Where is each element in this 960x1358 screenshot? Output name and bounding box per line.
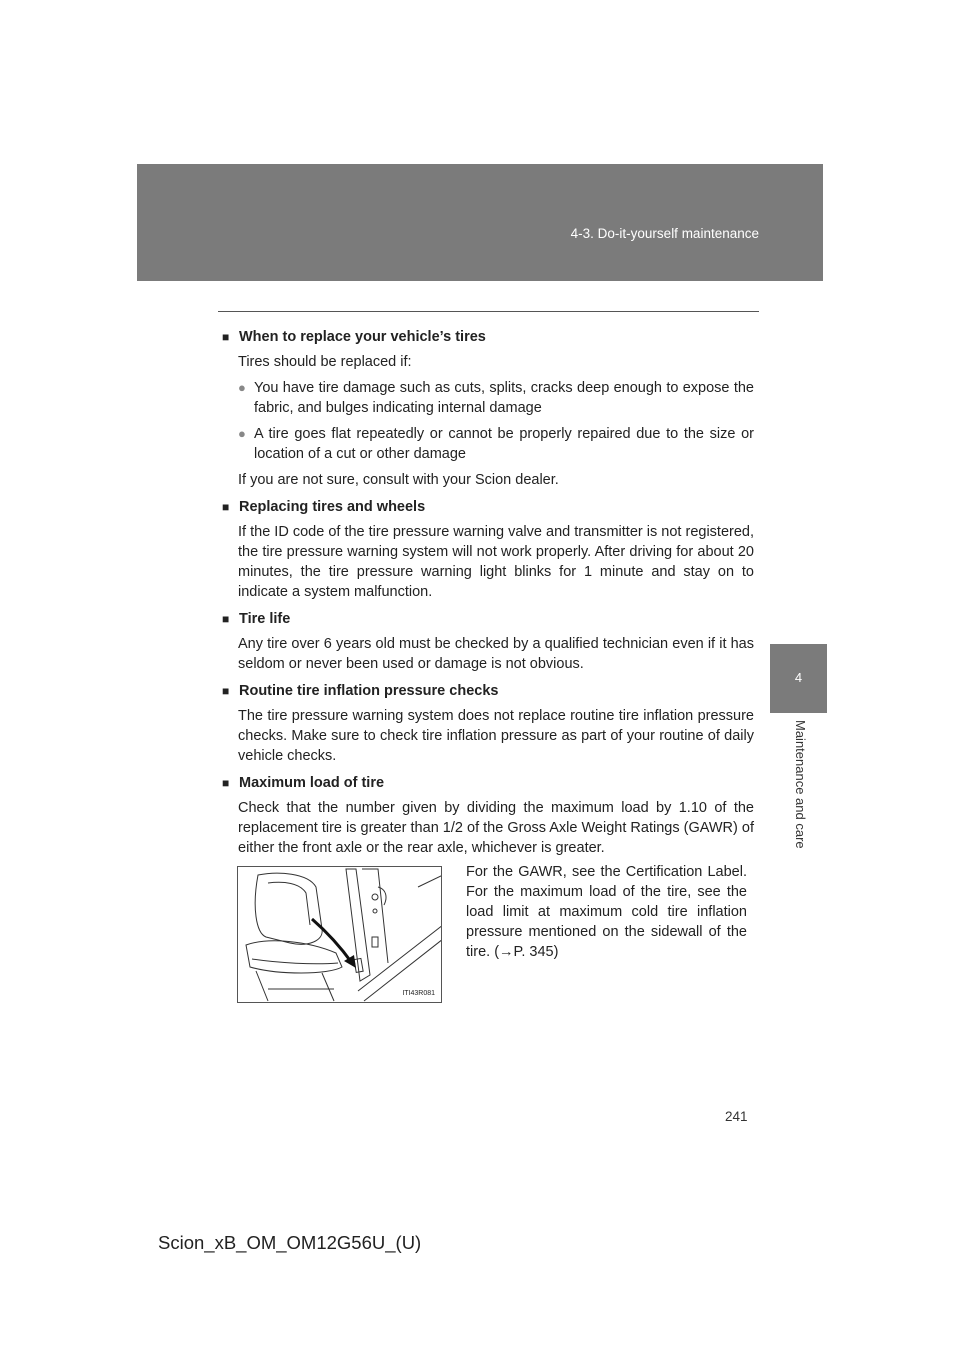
section-intro: Tires should be replaced if: [238, 354, 412, 370]
heading-marker-icon: ■ [222, 776, 230, 790]
section-heading [222, 327, 754, 347]
bullet-icon: ● [238, 426, 246, 441]
section-body: If the ID code of the tire pressure warning valve and transmitter is not registered, the tire pressure warning system will not work properly. After driving for about 20 minutes, the tire pressure warning light blinks for 1 minute and stay on to indicate a system malfunction. [238, 524, 754, 600]
figure-caption: For the GAWR, see the Certification Label. For the maximum load of the tire, see the load limit at maximum cold tire inflation pressure mentioned on the sidewall of the tire. (→P. 345) [466, 864, 747, 960]
chapter-number: 4 [794, 670, 803, 685]
section-body: The tire pressure warning system does not replace routine tire inflation pressure checks. Make sure to check tire inflation pressure as part of your routine of daily vehicle checks. [238, 708, 754, 764]
heading-marker-icon: ■ [222, 500, 230, 514]
section-tire-life [222, 609, 754, 674]
chapter-tab[interactable] [770, 644, 827, 713]
section-heading [222, 681, 754, 701]
heading-marker-icon: ■ [222, 612, 230, 626]
heading-text: Replacing tires and wheels [239, 499, 426, 515]
header-band [137, 164, 823, 281]
section-body: Check that the number given by dividing the maximum load by 1.10 of the replacement tire is greater than 1/2 of the Gross Axle Weight Ratings (GAWR) of either the front axle or the rear axle, whichever is greater. [238, 800, 754, 856]
section-when-to-replace [222, 327, 754, 490]
list-item [238, 378, 754, 418]
section-routine-checks [222, 681, 754, 766]
section-heading [222, 609, 754, 629]
header-rule [218, 311, 759, 312]
section-body: Any tire over 6 years old must be checked by a qualified technician even if it has seldom or never been used or damage is not obvious. [238, 636, 754, 672]
heading-marker-icon: ■ [222, 684, 230, 698]
heading-text: When to replace your vehicle’s tires [239, 329, 486, 345]
certification-label-illustration [237, 866, 442, 1003]
heading-text: Maximum load of tire [239, 775, 385, 791]
list-item [238, 424, 754, 464]
heading-marker-icon: ■ [222, 330, 230, 344]
section-heading [222, 497, 754, 517]
list-item-text: You have tire damage such as cuts, splits, cracks deep enough to expose the fabric, and bulges indicating internal damage [254, 380, 754, 416]
chapter-label: Maintenance and care [793, 720, 808, 849]
main-content [222, 327, 754, 865]
document-id: Scion_xB_OM_OM12G56U_(U) [158, 1232, 422, 1253]
heading-text: Routine tire inflation pressure checks [239, 683, 499, 699]
bullet-icon: ● [238, 380, 246, 395]
section-title: 4-3. Do-it-yourself maintenance [570, 226, 759, 241]
section-maximum-load [222, 773, 754, 858]
heading-text: Tire life [239, 611, 291, 627]
list-item-text: A tire goes flat repeatedly or cannot be properly repaired due to the size or location of a cut or other damage [254, 426, 754, 462]
section-replacing-tires [222, 497, 754, 602]
door-pillar-drawing [238, 867, 442, 1003]
section-heading [222, 773, 754, 793]
figure-code: ITI43R081 [402, 990, 435, 997]
section-outro: If you are not sure, consult with your Scion dealer. [238, 472, 559, 488]
page-number: 241 [725, 1109, 748, 1124]
